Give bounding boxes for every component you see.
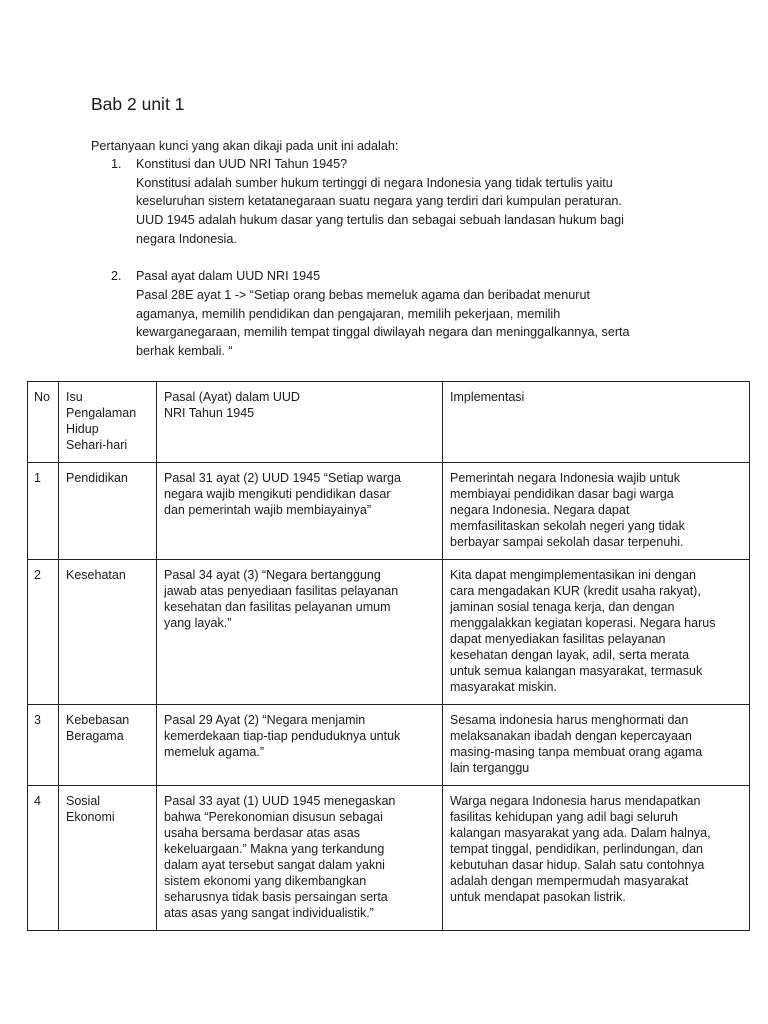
cell-text: atas asas yang sangat individualistik.” [164,906,374,920]
cell-text: dalam ayat tersebut sangat dalam yakni [164,858,385,872]
document-title: Bab 2 unit 1 [91,94,185,114]
intro-text: Pertanyaan kunci yang akan dikaji pada unit ini adalah: [91,139,399,153]
header-text: Isu [66,390,83,404]
cell-issue [59,705,157,786]
cell-text: Beragama [66,729,124,743]
header-cell-article [157,382,443,463]
header-text: Pasal (Ayat) dalam UUD [164,390,300,404]
answer-line: kewarganegaraan, memilih tempat tinggal diwilayah negara dan meninggalkannya, serta [136,325,630,340]
cell-no [28,560,59,705]
cell-text: Pendidikan [66,471,128,485]
table-header-row [28,382,750,463]
question-number: 2. [111,269,122,284]
cell-text: tempat tinggal, pendidikan, perlindungan, dan [450,842,703,856]
cell-text: kalangan masyarakat yang ada. Dalam halnya, [450,826,711,840]
cell-text: untuk semua kalangan masyarakat, termasuk [450,664,703,678]
row-number: 3 [34,713,41,727]
cell-no [28,705,59,786]
cell-text: dapat menyediakan fasilitas pelayanan [450,632,666,646]
cell-text: melaksanakan ibadah dengan kepercayaan [450,729,692,743]
cell-text: bahwa “Perekonomian disusun sebagai [164,810,383,824]
cell-text: Kesehatan [66,568,126,582]
cell-text: usaha bersama berdasar atas asas [164,826,360,840]
row-number: 1 [34,471,41,485]
header-cell-implementation [443,382,750,463]
cell-text: kesehatan dan fasilitas pelayanan umum [164,600,391,614]
cell-text: negara wajib mengikuti pendidikan dasar [164,487,391,501]
header-text: NRI Tahun 1945 [164,406,255,420]
question-heading: Pasal ayat dalam UUD NRI 1945 [136,269,321,284]
cell-text: jawab atas penyediaan fasilitas pelayanan [164,584,399,598]
answer-line: negara Indonesia. [136,231,237,246]
question-list [91,155,691,361]
header-text: Sehari-hari [66,438,128,452]
cell-implementation [443,786,750,931]
header-text: Hidup [66,422,99,436]
cell-text: Kebebasan [66,713,130,727]
question-item [91,267,691,361]
cell-text: Kita dapat mengimplementasikan ini dengan [450,568,696,582]
header-cell-issue [59,382,157,463]
cell-text: sistem ekonomi yang dikembangkan [164,874,367,888]
cell-text: Pasal 33 ayat (1) UUD 1945 menegaskan [164,794,396,808]
cell-issue [59,560,157,705]
cell-text: menggalakkan kegiatan koperasi. Negara harus [450,616,716,630]
cell-article [157,786,443,931]
cell-text: Pemerintah negara Indonesia wajib untuk [450,471,681,485]
cell-text: yang layak.” [164,616,232,630]
cell-text: memfasilitaskan sekolah negeri yang tidak [450,519,685,533]
cell-implementation [443,463,750,560]
cell-text: berbayar sampai sekolah dasar terpenuhi. [450,535,684,549]
question-item [91,155,691,249]
answer-line: agamanya, memilih pendidikan dan pengajaran, memilih pekerjaan, memilih [136,306,561,321]
cell-text: memeluk agama.” [164,745,265,759]
answer-line: keseluruhan sistem ketatanegaraan suatu negara yang terdiri dari kumpulan peraturan. [136,194,622,209]
question-number: 1. [111,157,122,171]
question-heading: Konstitusi dan UUD NRI Tahun 1945? [136,157,348,171]
cell-no [28,463,59,560]
table-row [28,705,750,786]
cell-implementation [443,560,750,705]
cell-text: lain terganggu [450,761,530,775]
cell-article [157,705,443,786]
cell-text: kekeluargaan.” Makna yang terkandung [164,842,385,856]
cell-text: adalah dengan mempermudah masyarakat [450,874,689,888]
cell-text: Sesama indonesia harus menghormati dan [450,713,689,727]
answer-line: Pasal 28E ayat 1 -> “Setiap orang bebas memeluk agama dan beribadat menurut [136,287,591,302]
row-number: 2 [34,568,41,582]
cell-text: kemerdekaan tiap-tiap penduduknya untuk [164,729,401,743]
cell-text: negara Indonesia. Negara dapat [450,503,630,517]
cell-no [28,786,59,931]
answer-line: Konstitusi adalah sumber hukum tertinggi di negara Indonesia yang tidak tertulis yaitu [136,175,613,190]
table-row [28,560,750,705]
cell-text: Pasal 29 Ayat (2) “Negara menjamin [164,713,366,727]
cell-text: seharusnya tidak basis persaingan serta [164,890,388,904]
cell-text: untuk mendapat pasokan listrik. [450,890,626,904]
cell-text: Warga negara Indonesia harus mendapatkan [450,794,701,808]
cell-text: kebutuhan dasar hidup. Salah satu contohnya [450,858,705,872]
header-text: No [34,390,50,404]
cell-text: membiayai pendidikan dasar bagi warga [450,487,674,501]
cell-text: kesehatan dengan layak, adil, serta merata [450,648,690,662]
cell-article [157,560,443,705]
cell-text: dan pemerintah wajib membiayainya” [164,503,372,517]
cell-article [157,463,443,560]
cell-text: Ekonomi [66,810,115,824]
implementation-table [27,381,750,931]
table-row [28,786,750,931]
cell-text: masyarakat miskin. [450,680,557,694]
cell-issue [59,463,157,560]
cell-text: Pasal 31 ayat (2) UUD 1945 “Setiap warga [164,471,401,485]
header-text: Pengalaman [66,406,137,420]
cell-text: Sosial [66,794,101,808]
cell-issue [59,786,157,931]
cell-text: jaminan sosial tenaga kerja, dan dengan [450,600,675,614]
table-row [28,463,750,560]
answer-line: berhak kembali. “ [136,344,233,359]
answer-line: UUD 1945 adalah hukum dasar yang tertulis dan sebagai sebuah landasan hukum bagi [136,213,624,228]
header-cell-no [28,382,59,463]
row-number: 4 [34,794,41,808]
cell-text: fasilitas kehidupan yang adil bagi seluruh [450,810,678,824]
cell-text: Pasal 34 ayat (3) “Negara bertanggung [164,568,381,582]
cell-text: cara mengadakan KUR (kredit usaha rakyat), [450,584,701,598]
cell-implementation [443,705,750,786]
cell-text: masing-masing tanpa membuat orang agama [450,745,703,759]
header-text: Implementasi [450,390,525,404]
